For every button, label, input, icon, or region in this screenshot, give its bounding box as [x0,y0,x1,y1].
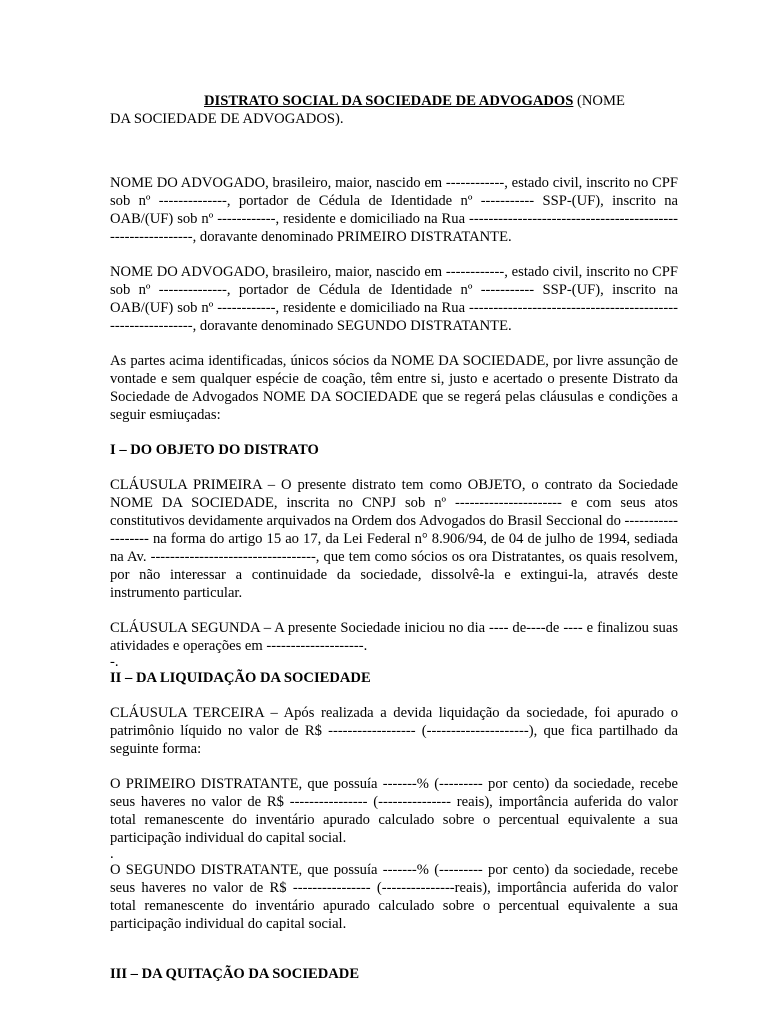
clause-first-label: CLÁUSULA PRIMEIRA – [110,477,276,493]
section-heading-object: I – DO OBJETO DO DISTRATO [110,442,319,458]
share-second-paragraph: O SEGUNDO DISTRATANTE, que possuía -------% (--------- por cento) da sociedade, recebe seus haveres no valor de R$ ---------------- (---------------reais), importância auferida do valor total remanescente do inventário apurado calculado sobre o percentual equivalente a sua participação individual do capital social. [110,862,678,932]
party-first-paragraph: NOME DO ADVOGADO, brasileiro, maior, nascido em ------------, estado civil, inscrito no CPF sob nº --------------, portador de Cédula de Identidade nº ----------- SSP-(UF), inscrito na OAB/(UF) sob nº ------------, residente e domiciliado na Rua ------------------------------------------------------------, doravante denominado PRIMEIRO DISTRATANTE. [110,175,678,245]
clause-third-text: Após realizada a devida liquidação da sociedade, foi apurado o patrimônio líquido no valor de R$ ------------------ (---------------------), que fica partilhado da seguinte forma: [110,705,678,757]
clause-second-text: A presente Sociedade iniciou no dia ---- de----de ---- e finalizou suas atividades e operações em --------------------. [110,620,679,654]
party-second-paragraph: NOME DO ADVOGADO, brasileiro, maior, nascido em ------------, estado civil, inscrito no CPF sob nº --------------, portador de Cédula de Identidade nº ----------- SSP-(UF), inscrito na OAB/(UF) sob nº ------------, residente e domiciliado na Rua ------------------------------------------------------------, doravante denominado SEGUNDO DISTRATANTE. [110,264,678,334]
section-heading-liquidation: II – DA LIQUIDAÇÃO DA SOCIEDADE [110,670,371,686]
stray-mark: -. [110,654,119,670]
clause-first-text: O presente distrato tem como OBJETO, o contrato da Sociedade NOME DA SOCIEDADE, inscrita no CNPJ sob nº ---------------------- e com seus atos constitutivos devidamente arquivados na Ordem dos Advogados do Brasil Seccional do ------------------- na forma do artigo 15 ao 17, da Lei Federal n° 8.906/94, de 04 de julho de 1994, sediada na Av. ----------------------------------, que tem como sócios os ora Distratantes, os quais resolvem, por não interessar a continuidade da sociedade, dissolvê-la e extingui-la, através deste instrumento particular. [110,477,678,601]
clause-second [110,619,678,655]
clause-first [110,476,678,602]
share-first-paragraph: O PRIMEIRO DISTRATANTE, que possuía -------% (--------- por cento) da sociedade, recebe seus haveres no valor de R$ ---------------- (--------------- reais), importância auferida do valor total remanescente do inventário apurado calculado sobre o percentual equivalente a sua participação individual do capital social. [110,776,678,846]
section-heading-discharge: III – DA QUITAÇÃO DA SOCIEDADE [110,966,360,982]
document-title [110,92,678,110]
intro-paragraph: As partes acima identificadas, únicos sócios da NOME DA SOCIEDADE, por livre assunção de vontade e sem qualquer espécie de coação, têm entre si, justo e acertado o presente Distrato da Sociedade de Advogados NOME DA SOCIEDADE que se regerá pelas cláusulas e condições a seguir esmiuçadas: [110,353,678,423]
document-page [110,92,678,983]
title-main: DISTRATO SOCIAL DA SOCIEDADE DE ADVOGADOS [204,93,574,109]
title-continuation: DA SOCIEDADE DE ADVOGADOS). [110,111,344,127]
title-suffix: (NOME [573,93,625,109]
clause-third [110,704,678,758]
clause-third-label: CLÁUSULA TERCEIRA – [110,705,278,721]
stray-dot: . [110,846,114,862]
clause-second-label: CLÁUSULA SEGUNDA – [110,620,272,636]
